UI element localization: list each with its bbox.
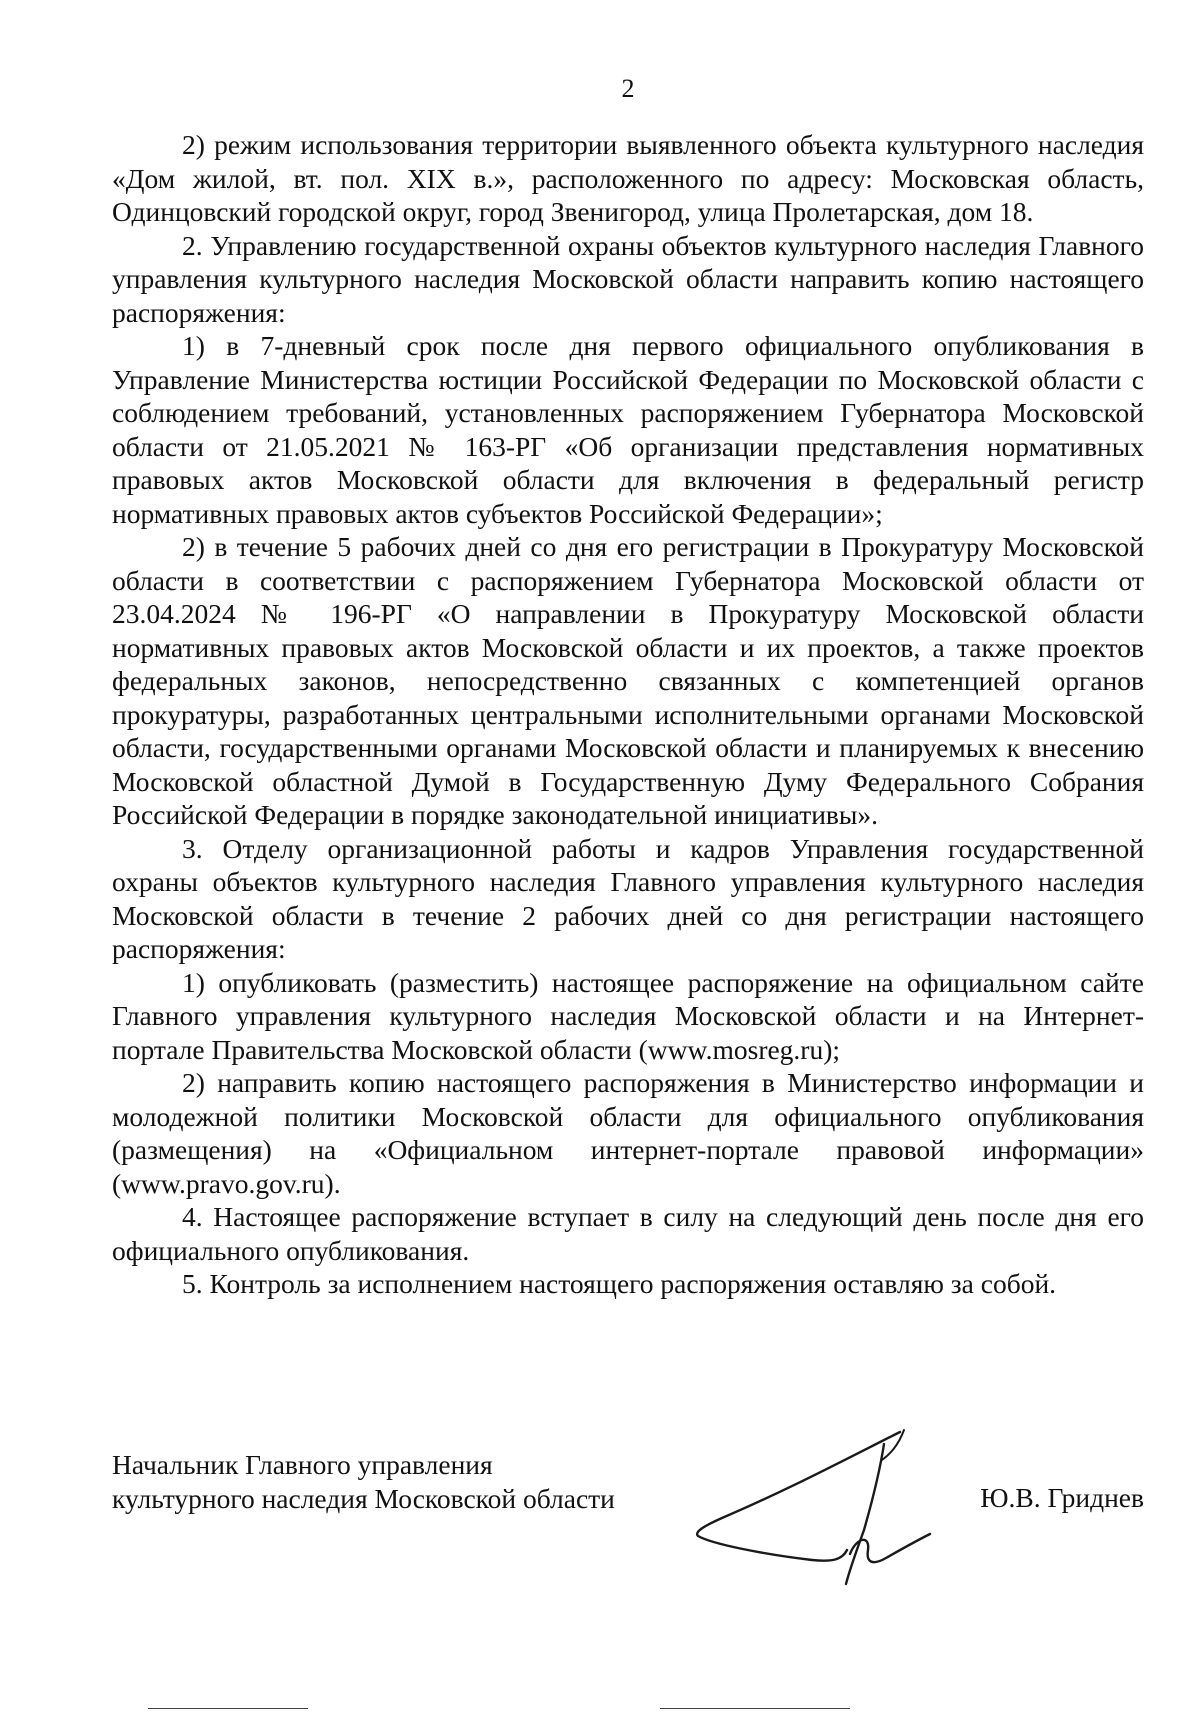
footer-rule-right — [660, 1708, 850, 1709]
signatory-position-line-2: культурного наследия Московской области — [112, 1482, 615, 1514]
signatory-position-line-1: Начальник Главного управления — [112, 1449, 493, 1480]
paragraph-item-3-2: 2) направить копию настоящего распоряжения в Министерство информации и молодежной политики Московской области для официального опубликования (размещения) на «Официальном интернет-портале правовой информации» (www.pravo.gov.ru). — [112, 1067, 1144, 1199]
document-body — [112, 128, 1144, 1301]
footer-rule-left — [148, 1708, 308, 1709]
signatory-name: Ю.В. Гриднев — [980, 1482, 1144, 1513]
paragraph-item-3: 3. Отделу организационной работы и кадров Управления государственной охраны объектов культурного наследия Главного управления культурного наследия Московской области в течение 2 рабочих дней со дня регистрации настоящего распоряжения: — [112, 832, 1144, 964]
paragraph-item-5: 5. Контроль за исполнением настоящего распоряжения оставляю за собой. — [182, 1268, 1057, 1299]
page-number: 2 — [621, 74, 635, 103]
signature-block — [112, 1448, 1144, 1568]
handwritten-signature — [642, 1426, 1002, 1586]
paragraph-item-3-1: 1) опубликовать (разместить) настоящее распоряжение на официальном сайте Главного управления культурного наследия Московской области и на Интернет-портале Правительства Московской области (www.mosreg.ru); — [112, 966, 1144, 1065]
paragraph-item-2: 2. Управлению государственной охраны объектов культурного наследия Главного управления культурного наследия Московской области направить копию настоящего распоряжения: — [112, 229, 1144, 328]
paragraph-item-4: 4. Настоящее распоряжение вступает в силу на следующий день после дня его официального опубликования. — [112, 1201, 1144, 1266]
paragraph-item-2-2: 2) в течение 5 рабочих дней со дня его регистрации в Прокуратуру Московской области в соответствии с распоряжением Губернатора Московской области от 23.04.2024 № 196-РГ «О направлении в Прокуратуру Московской области нормативных правовых актов Московской области и их проектов, а также проектов федеральных законов, непосредственно связанных с компетенцией органов прокуратуры, разработанных центральными исполнительными органами Московской области, государственными органами Московской области и планируемых к внесению Московской областной Думой в Государственную Думу Федерального Собрания Российской Федерации в порядке законодательной инициативы». — [112, 531, 1144, 830]
paragraph-heritage-regime: 2) режим использования территории выявленного объекта культурного наследия «Дом жилой, вт. пол. XIX в.», расположенного по адресу: Московская область, Одинцовский городской округ, город Звенигород, улица Пролетарская, дом 18. — [112, 129, 1144, 227]
paragraph-item-2-1: 1) в 7-дневный срок после дня первого официального опубликования в Управление Министерства юстиции Российской Федерации по Московской области с соблюдением требований, установленных распоряжением Губернатора Московской области от 21.05.2021 № 163-РГ «Об организации представления нормативных правовых актов Московской области для включения в федеральный регистр нормативных правовых актов субъектов Российской Федерации»; — [112, 330, 1144, 529]
signatory-position — [112, 1448, 615, 1515]
